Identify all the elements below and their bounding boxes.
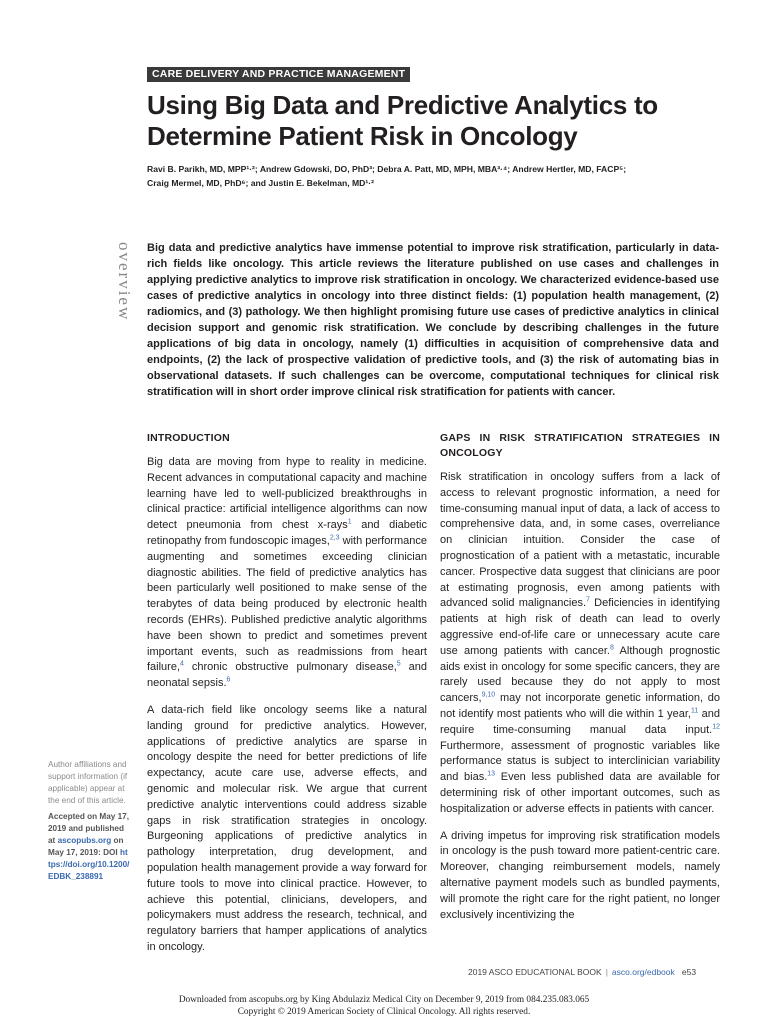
author-line-1: Ravi B. Parikh, MD, MPP¹·²; Andrew Gdowski, DO, PhD³; Debra A. Patt, MD, MPH, MBA³·⁴; Andrew Hertler, MD, FACP⁵;	[147, 164, 627, 174]
book-name: 2019 ASCO EDUCATIONAL BOOK	[468, 967, 602, 977]
citation-link[interactable]: 7	[586, 596, 590, 604]
intro-paragraph-2: A data-rich field like oncology seems like a natural landing ground for predictive analytics. However, applications of predictive analytics are sparse in oncology despite the need for better predictions of life expectancy, acute care use, adverse effects, and genomic and molecular risk. We argue that current predictive analytic interventions could address sizable gaps in risk stratification strategies in oncology. Burgeoning applications of predictive analytics in pathology interpretation, drug development, and population health management provide a way forward for future tools to move into clinical practice. However, to achieve this potential, clinicians, developers, and policymakers must address the research, technical, and regulatory barriers that hamper applications of analytics in oncology.	[147, 703, 427, 953]
citation-link[interactable]: 2,3	[329, 534, 340, 542]
author-list	[147, 162, 707, 190]
citation-link[interactable]: 12	[712, 723, 720, 731]
article-sidenote	[48, 759, 130, 883]
edbook-link[interactable]: asco.org/edbook	[611, 967, 675, 977]
page-footer: 2019 ASCO EDUCATIONAL BOOK | asco.org/edbook e53	[468, 967, 697, 977]
citation-link[interactable]: 6	[226, 676, 231, 684]
intro-paragraph-1: Big data are moving from hype to reality in medicine. Recent advances in computational capacity and machine learning have led to well-publicized breakthroughs in clinical practice: artificial intelligence algorithms can now detect pneumonia from chest x-rays$^1$ and diabetic retinopathy from fundoscopic images,$^{2,3}$ with performance augmenting and sometimes exceeding clinician diagnostic abilities. The field of predictive analytics has been particularly well positioned to make sense of the terabytes of data being produced by electronic health records (EHRs). Published predictive analytic algorithms have been shown to predict and sometimes prevent important events, such as readmissions from heart failure,$^4$ chronic obstructive pulmonary disease,$^5$ and neonatal sepsis.$^6$	[147, 456, 427, 690]
citation-link[interactable]: 13	[487, 770, 496, 778]
citation-link[interactable]: 4	[180, 660, 184, 668]
citation-link[interactable]: 8	[609, 644, 614, 652]
doi-link[interactable]: https://doi.org/10.1200/EDBK_238891	[48, 848, 130, 881]
download-notice: Downloaded from ascopubs.org by King Abdulaziz Medical City on December 9, 2019 from 084.235.083.065	[178, 995, 590, 1005]
copyright-notice: Copyright © 2019 American Society of Clinical Oncology. All rights reserved.	[237, 1007, 531, 1017]
section-badge: CARE DELIVERY AND PRACTICE MANAGEMENT	[147, 67, 410, 82]
author-line-2: Craig Mermel, MD, PhD⁶; and Justin E. Bekelman, MD¹·²	[147, 178, 374, 188]
citation-link[interactable]: 1	[347, 518, 352, 526]
publication-note: Accepted on May 17, 2019 and published at ascopubs.org on May 17, 2019: DOI https://doi.org/10.1200/EDBK_238891	[48, 812, 130, 881]
right-column	[440, 431, 720, 934]
gaps-paragraph-1: Risk stratification in oncology suffers from a lack of access to relevant prognostic information, a need for time-consuming manual input of data, a lack of access to comprehensive data, and, in some cases, overreliance on clinician intuition. Consider the case of prognostication of a patient with a metastatic, incurable cancer. Prospective data suggest that clinicians are poor at estimating prognosis, even among patients with advanced solid malignancies.$^7$ Deficiencies in identifying patients at high risk of death can lead to overly aggressive end-of-life care or unnecessary acute care use among patients with cancer.$^8$ Although prognostic aids exist in oncology for some specific cancers, they are rarely used because they do not apply to most cancers,$^{9,10}$ may not incorporate genetic information, do not identify most patients who will die within 1 year,$^{11}$ and require time-consuming manual data input.$^{12}$ Furthermore, assessment of prognostic variables like performance status is subject to interclinician variability and bias.$^{13}$ Even less published data are available for determining risk of other important outcomes, such as hospitalization or adverse effects in patients with cancer.	[440, 471, 720, 815]
citation-link[interactable]: 5	[396, 660, 401, 668]
page-number: e53	[681, 967, 697, 977]
affiliation-note: Author affiliations and support information (if applicable) appear at the end of this article.	[48, 760, 128, 805]
gaps-paragraph-2: A driving impetus for improving risk stratification models in oncology is the push toward more patient-centric care. Moreover, changing reimbursement models, namely alternative payment models such as bundled payments, will promote the right care for the right patient, no longer exclusively incentivizing the	[440, 829, 720, 921]
abstract: Big data and predictive analytics have immense potential to improve risk stratification, particularly in data-rich fields like oncology. This article reviews the literature published on use cases and challenges in applying predictive analytics to improve risk stratification in oncology. We characterized evidence-based use cases of predictive analytics in oncology into three distinct fields: (1) population health management, (2) radiomics, and (3) pathology. We then highlight promising future use cases of predictive analytics in clinical decision support and genomic risk stratification. We conclude by describing challenges in the future applications of big data in oncology, namely (1) difficulties in acquisition of comprehensive data and endpoints, (2) the lack of prospective validation of predictive tools, and (3) the risk of automating bias in observational datasets. If such challenges can be overcome, computational techniques for clinical risk stratification will in short order improve clinical risk stratification for patients with cancer.	[147, 242, 719, 398]
article-title: Using Big Data and Predictive Analytics to Determine Patient Risk in Oncology	[147, 90, 658, 151]
left-column	[147, 431, 427, 967]
ascopubs-link[interactable]: ascopubs.org	[57, 836, 112, 845]
section-side-tab: overview	[115, 242, 134, 322]
citation-link[interactable]: 11	[690, 707, 699, 715]
intro-heading: INTRODUCTION	[147, 432, 230, 444]
gaps-heading: GAPS IN RISK STRATIFICATION STRATEGIES IN ONCOLOGY	[440, 432, 720, 459]
citation-link[interactable]: 9,10	[481, 691, 496, 699]
